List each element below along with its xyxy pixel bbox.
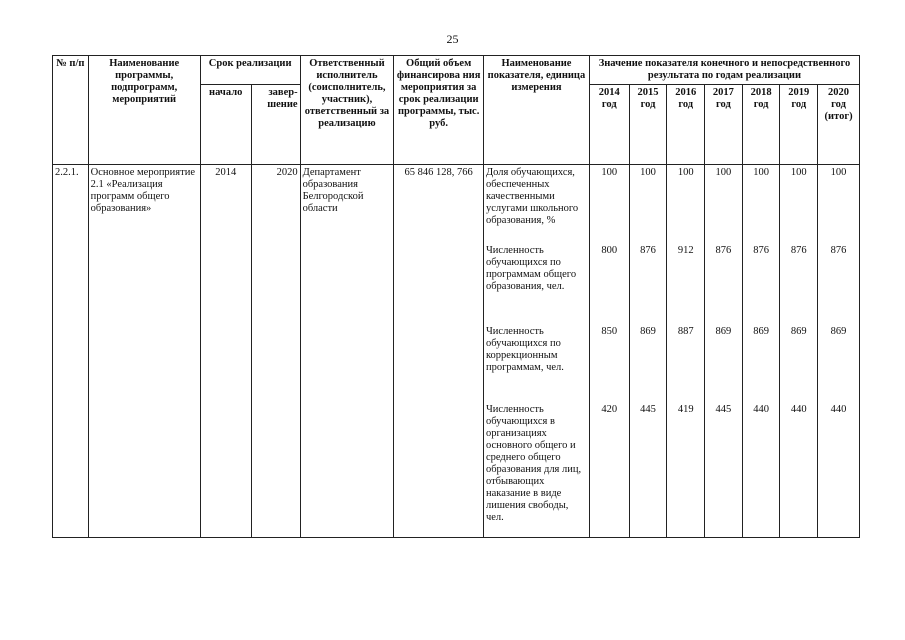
event-name: Основное мероприятие 2.1 «Реализация программ общего образования»	[88, 165, 200, 538]
header-no: № п/п	[53, 56, 89, 165]
indicator-value: 869	[705, 324, 743, 402]
indicator-value: 869	[780, 324, 818, 402]
header-year: 2019 год	[780, 85, 818, 165]
indicator-name: Численность обучающихся по коррекционным программам, чел.	[483, 324, 589, 402]
indicator-value: 440	[818, 402, 860, 538]
header-indicator: Наименование показателя, единица измерения	[483, 56, 589, 165]
term-start: 2014	[200, 165, 251, 538]
page-number: 25	[446, 32, 459, 46]
indicator-value: 869	[742, 324, 780, 402]
header-term-end: завер-шение	[251, 85, 300, 165]
header-year: 2018 год	[742, 85, 780, 165]
indicator-value: 100	[667, 165, 705, 243]
indicator-value: 445	[705, 402, 743, 538]
term-end: 2020	[251, 165, 300, 538]
financing: 65 846 128, 766	[394, 165, 484, 538]
indicator-name: Доля обучающихся, обеспеченных качественными услугами школьного образования, %	[483, 165, 589, 243]
header-financing: Общий объем финансирова ния мероприятия за срок реализации программы, тыс. руб.	[394, 56, 484, 165]
indicator-value: 876	[742, 243, 780, 324]
indicator-value: 100	[742, 165, 780, 243]
header-year: 2020 год (итог)	[818, 85, 860, 165]
indicator-value: 887	[667, 324, 705, 402]
program-table	[52, 55, 860, 538]
indicator-value: 100	[629, 165, 667, 243]
header-term: Срок реализации	[200, 56, 300, 85]
header-name: Наименование программы, подпрограмм, мероприятий	[88, 56, 200, 165]
header-year: 2016 год	[667, 85, 705, 165]
indicator-value: 876	[629, 243, 667, 324]
header-year: 2015 год	[629, 85, 667, 165]
indicator-value: 869	[818, 324, 860, 402]
responsible: Департамент образования Белгородской области	[300, 165, 394, 538]
header-year: 2017 год	[705, 85, 743, 165]
indicator-value: 912	[667, 243, 705, 324]
indicator-value: 419	[667, 402, 705, 538]
indicator-value: 876	[818, 243, 860, 324]
indicator-value: 869	[629, 324, 667, 402]
indicator-value: 100	[705, 165, 743, 243]
indicator-name: Численность обучающихся в организациях основного общего и среднего общего образования для лиц, отбывающих наказание в виде лишения свободы, чел.	[483, 402, 589, 538]
indicator-name: Численность обучающихся по программам общего образования, чел.	[483, 243, 589, 324]
indicator-value: 420	[589, 402, 629, 538]
indicator-value: 850	[589, 324, 629, 402]
header-responsible: Ответственный исполнитель (соисполнитель, участник), ответственный за реализацию	[300, 56, 394, 165]
indicator-value: 100	[589, 165, 629, 243]
indicator-value: 440	[742, 402, 780, 538]
indicator-value: 440	[780, 402, 818, 538]
indicator-value: 100	[818, 165, 860, 243]
indicator-value: 876	[705, 243, 743, 324]
header-values: Значение показателя конечного и непосредственного результата по годам реализации	[589, 56, 859, 85]
indicator-value: 876	[780, 243, 818, 324]
row-number: 2.2.1.	[53, 165, 89, 538]
indicator-value: 100	[780, 165, 818, 243]
indicator-value: 800	[589, 243, 629, 324]
header-term-start: начало	[200, 85, 251, 165]
indicator-value: 445	[629, 402, 667, 538]
header-year: 2014 год	[589, 85, 629, 165]
